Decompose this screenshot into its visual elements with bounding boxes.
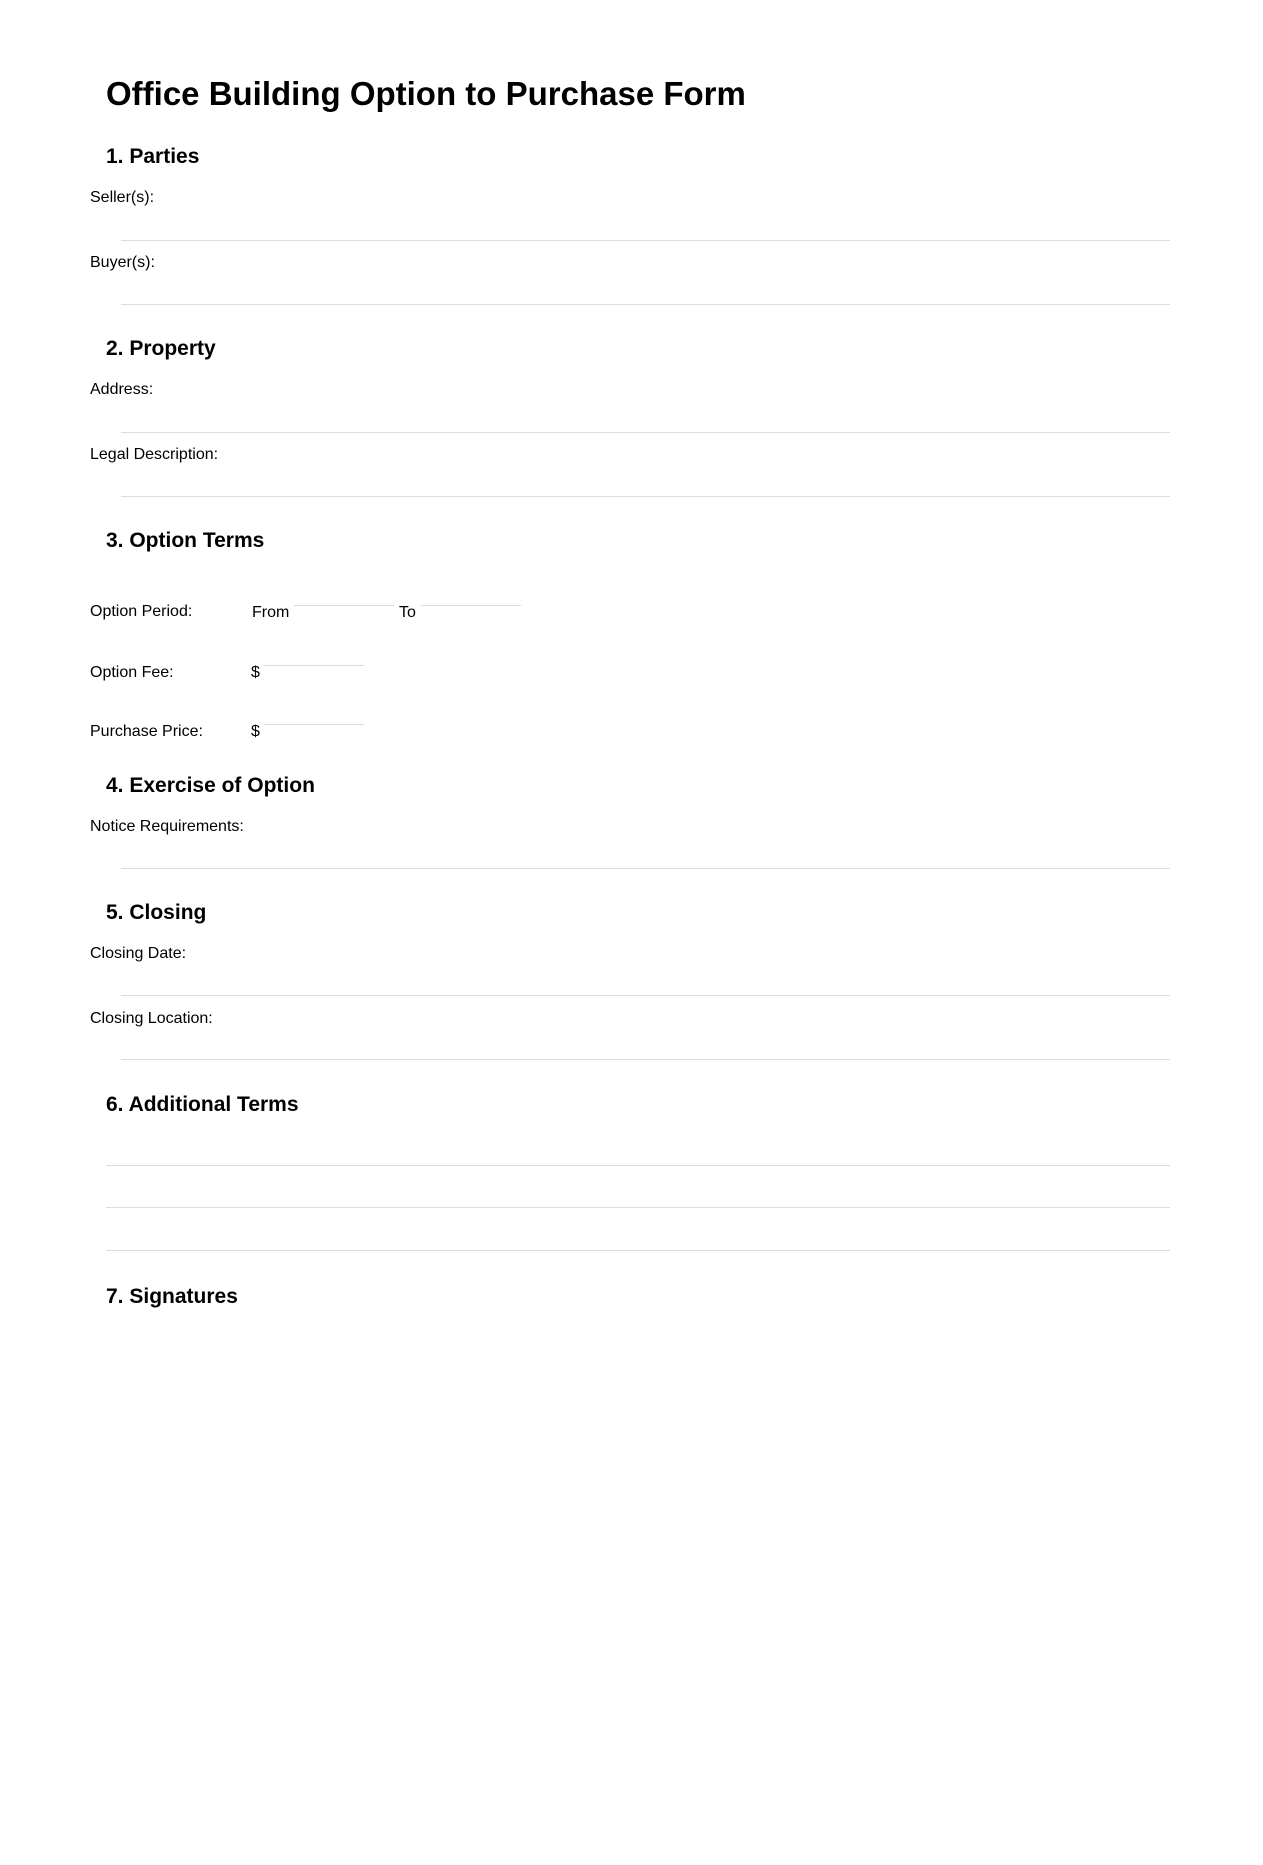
purchase-price-field[interactable]: [264, 724, 364, 725]
section-heading-parties: 1. Parties: [106, 145, 200, 168]
option-period-to-field[interactable]: [421, 605, 521, 606]
notice-requirements-label: Notice Requirements:: [90, 818, 244, 835]
section-heading-property: 2. Property: [106, 337, 216, 360]
page-title: Office Building Option to Purchase Form: [106, 75, 746, 112]
buyer-label: Buyer(s):: [90, 254, 155, 271]
section-heading-option-terms: 3. Option Terms: [106, 529, 265, 552]
option-period-from-field[interactable]: [294, 605, 394, 606]
option-period-to-label: To: [399, 604, 416, 621]
seller-label: Seller(s):: [90, 189, 155, 206]
closing-date-field[interactable]: [121, 995, 1170, 996]
additional-terms-line-1[interactable]: [106, 1165, 1170, 1166]
section-heading-closing: 5. Closing: [106, 901, 207, 924]
buyer-field[interactable]: [121, 304, 1170, 305]
option-fee-field[interactable]: [264, 665, 364, 666]
section-heading-additional-terms: 6. Additional Terms: [106, 1093, 299, 1116]
additional-terms-line-3[interactable]: [106, 1250, 1170, 1251]
closing-location-label: Closing Location:: [90, 1010, 213, 1027]
option-fee-label: Option Fee:: [90, 664, 174, 681]
option-fee-currency: $: [251, 664, 260, 681]
purchase-price-label: Purchase Price:: [90, 723, 203, 740]
notice-requirements-field[interactable]: [121, 868, 1170, 869]
legal-description-field[interactable]: [121, 496, 1170, 497]
section-heading-exercise-of-option: 4. Exercise of Option: [106, 774, 315, 797]
legal-description-label: Legal Description:: [90, 446, 219, 463]
address-label: Address:: [90, 381, 154, 398]
address-field[interactable]: [121, 432, 1170, 433]
option-period-label: Option Period:: [90, 603, 193, 620]
section-heading-signatures: 7. Signatures: [106, 1285, 238, 1308]
closing-location-field[interactable]: [121, 1059, 1170, 1060]
closing-date-label: Closing Date:: [90, 945, 187, 962]
additional-terms-line-2[interactable]: [106, 1207, 1170, 1208]
seller-field[interactable]: [121, 240, 1170, 241]
purchase-price-currency: $: [251, 723, 260, 740]
option-period-from-label: From: [252, 604, 290, 621]
